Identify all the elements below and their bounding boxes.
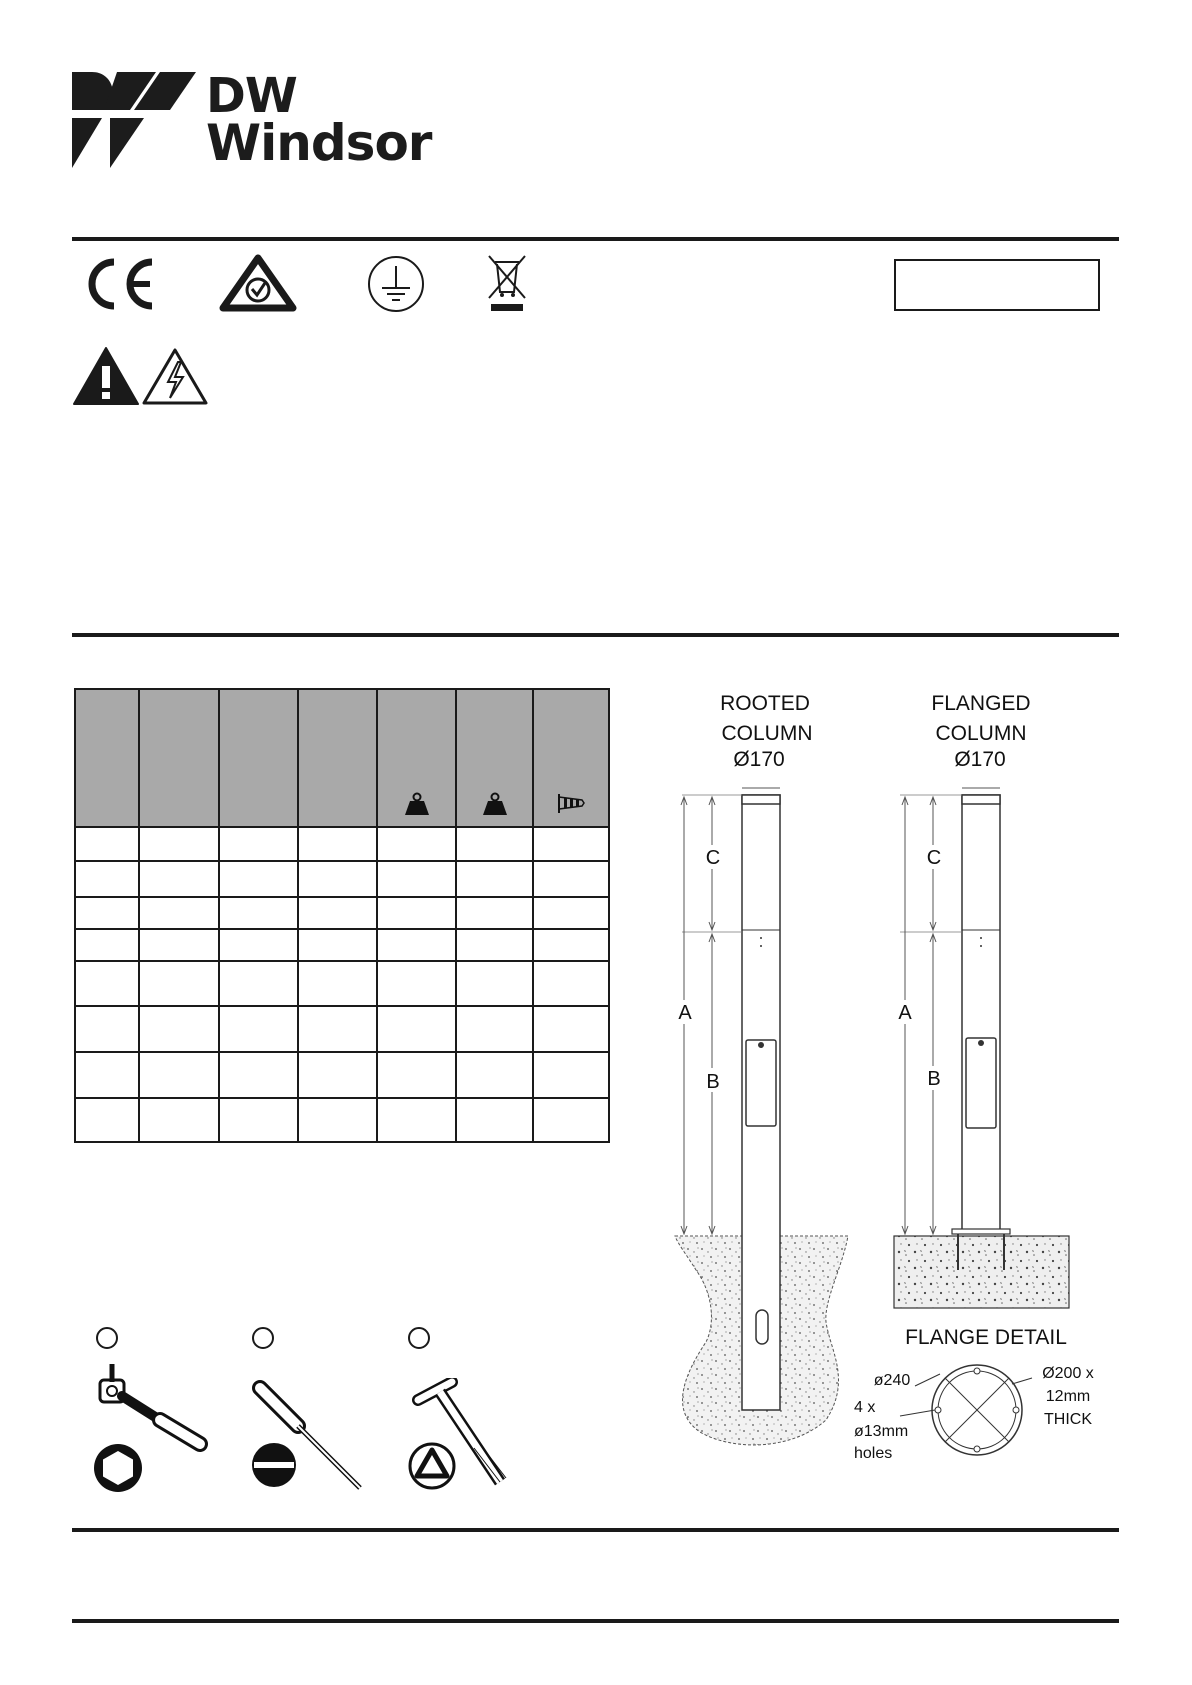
lower-divider <box>72 1528 1119 1532</box>
windsock-icon <box>556 792 586 814</box>
specification-table <box>74 688 610 1143</box>
flanged-diameter-label: Ø170 <box>954 748 1006 771</box>
flanged-dimension-a: A <box>898 1002 912 1024</box>
tool-checkbox-3 <box>408 1327 430 1349</box>
table-header-cell <box>139 689 219 827</box>
tool-checkbox-2 <box>252 1327 274 1349</box>
table-header-cell <box>75 689 139 827</box>
brand-name-line2: Windsor <box>206 114 432 172</box>
table-row <box>75 961 609 1006</box>
table-row <box>75 929 609 961</box>
rooted-label-line2: COLUMN <box>721 722 813 745</box>
rooted-dimension-a: A <box>678 1002 692 1024</box>
table-header-cell <box>298 689 377 827</box>
rooted-label-line1: ROOTED <box>720 692 810 715</box>
flange-holes-line1: 4 x <box>854 1399 876 1416</box>
rooted-dimension-b: B <box>706 1071 720 1093</box>
brand-name-line1: DW <box>206 68 297 124</box>
flange-pcd-line1: Ø200 x <box>1042 1365 1094 1382</box>
table-row <box>75 827 609 861</box>
footer-divider <box>72 1619 1119 1623</box>
flange-pcd-line3: THICK <box>1044 1411 1092 1428</box>
flange-pcd-line2: 12mm <box>1045 1388 1091 1405</box>
top-divider <box>72 237 1119 241</box>
table-row <box>75 897 609 929</box>
hex-socket-wrench-icon <box>90 1360 210 1495</box>
weee-bin-icon <box>485 254 529 314</box>
flanged-label-line2: COLUMN <box>935 722 1027 745</box>
earth-ground-icon <box>366 254 426 314</box>
flange-holes-line3: holes <box>854 1445 893 1460</box>
tool-checkbox-1 <box>96 1327 118 1349</box>
flange-detail-title: FLANGE DETAIL <box>905 1326 1067 1349</box>
flanged-dimension-c: C <box>926 847 942 869</box>
weight-icon <box>482 792 508 816</box>
table-row <box>75 1098 609 1142</box>
rcm-mark-icon <box>219 254 297 312</box>
table-row <box>75 1052 609 1098</box>
electrical-hazard-icon <box>141 346 209 406</box>
rooted-diameter-label: Ø170 <box>733 748 785 771</box>
reference-box <box>894 259 1100 311</box>
table-header-cell <box>456 689 533 827</box>
flat-screwdriver-icon <box>248 1378 368 1495</box>
ce-mark-icon <box>84 258 156 310</box>
table-header-cell <box>533 689 609 827</box>
flange-holes-line2: ø13mm <box>854 1423 909 1440</box>
table-header-row <box>75 689 609 827</box>
brand-logo-mark <box>72 72 196 170</box>
flange-outer-diameter: ø240 <box>873 1372 911 1389</box>
flanged-dimension-b: B <box>927 1068 941 1090</box>
column-installation-diagram <box>640 680 1110 1460</box>
flanged-label-line1: FLANGED <box>931 692 1031 715</box>
weight-icon <box>404 792 430 816</box>
middle-divider <box>72 633 1119 637</box>
triangle-key-icon <box>404 1378 524 1495</box>
rooted-dimension-c: C <box>705 847 721 869</box>
table-row <box>75 1006 609 1052</box>
table-header-cell <box>377 689 456 827</box>
caution-warning-icon <box>72 346 140 406</box>
table-header-cell <box>219 689 298 827</box>
table-row <box>75 861 609 897</box>
